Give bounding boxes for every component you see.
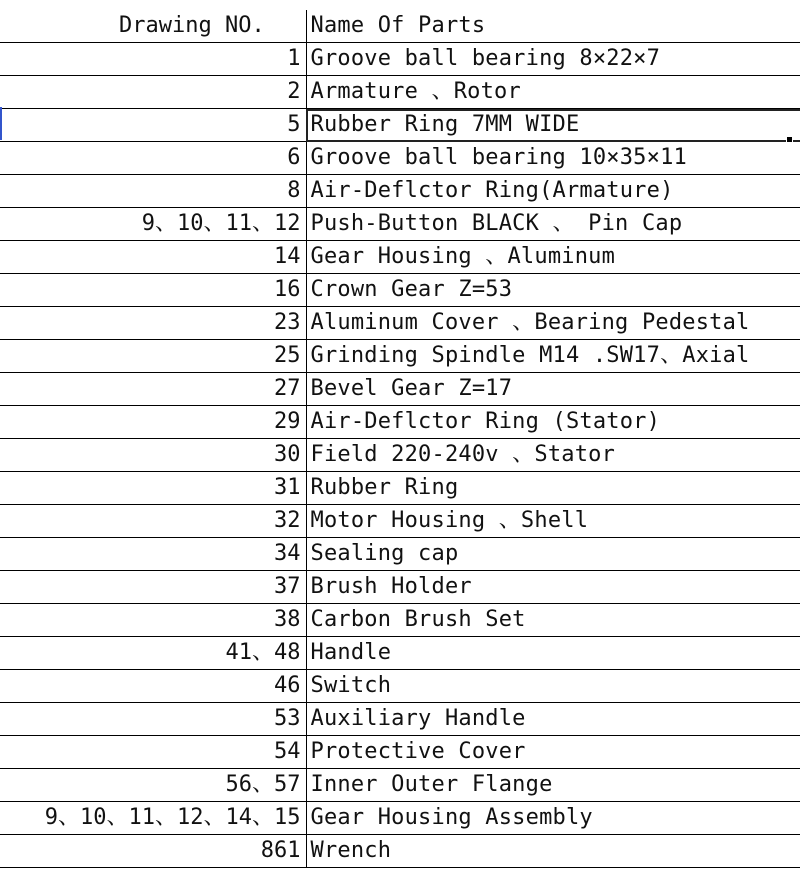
table-row xyxy=(0,835,800,868)
table-row xyxy=(0,406,800,439)
drawing-no-cell[interactable]: 56、57 xyxy=(0,769,306,802)
drawing-no-cell[interactable]: 46 xyxy=(0,670,306,703)
drawing-no-cell[interactable]: 38 xyxy=(0,604,306,637)
part-name-cell[interactable]: Crown Gear Z=53 xyxy=(306,274,800,307)
table-row xyxy=(0,109,800,142)
drawing-no-cell[interactable]: 14 xyxy=(0,241,306,274)
part-name-cell[interactable]: Grinding Spindle M14 .SW17、Axial xyxy=(306,340,800,373)
table-row xyxy=(0,571,800,604)
table-row xyxy=(0,340,800,373)
part-name-cell[interactable]: Gear Housing Assembly xyxy=(306,802,800,835)
drawing-no-cell[interactable]: 8 xyxy=(0,175,306,208)
table-row xyxy=(0,538,800,571)
drawing-no-cell[interactable]: 32 xyxy=(0,505,306,538)
table-row xyxy=(0,175,800,208)
drawing-no-cell[interactable]: 37 xyxy=(0,571,306,604)
part-name-cell[interactable]: Inner Outer Flange xyxy=(306,769,800,802)
part-name-cell[interactable]: Aluminum Cover 、Bearing Pedestal xyxy=(306,307,800,340)
part-name-cell[interactable]: Carbon Brush Set xyxy=(306,604,800,637)
part-name-cell[interactable]: Handle xyxy=(306,637,800,670)
drawing-no-cell[interactable]: 9、10、11、12 xyxy=(0,208,306,241)
table-row xyxy=(0,373,800,406)
table-row xyxy=(0,76,800,109)
part-name-cell[interactable]: Bevel Gear Z=17 xyxy=(306,373,800,406)
table-row xyxy=(0,736,800,769)
drawing-no-cell[interactable]: 53 xyxy=(0,703,306,736)
drawing-no-cell[interactable]: 54 xyxy=(0,736,306,769)
drawing-no-cell[interactable]: 25 xyxy=(0,340,306,373)
parts-table xyxy=(0,10,800,868)
part-name-cell[interactable]: Auxiliary Handle xyxy=(306,703,800,736)
part-name-cell[interactable]: Rubber Ring 7MM WIDE xyxy=(306,109,800,142)
drawing-no-cell[interactable]: 30 xyxy=(0,439,306,472)
drawing-no-cell[interactable]: 16 xyxy=(0,274,306,307)
drawing-no-cell[interactable]: 27 xyxy=(0,373,306,406)
part-name-cell[interactable]: Wrench xyxy=(306,835,800,868)
part-name-cell[interactable]: Groove ball bearing 10×35×11 xyxy=(306,142,800,175)
part-name-cell[interactable]: Brush Holder xyxy=(306,571,800,604)
part-name-cell[interactable]: Groove ball bearing 8×22×7 xyxy=(306,43,800,76)
drawing-no-cell[interactable]: 34 xyxy=(0,538,306,571)
part-name-cell[interactable]: Air-Deflctor Ring (Stator) xyxy=(306,406,800,439)
table-row xyxy=(0,241,800,274)
table-row xyxy=(0,43,800,76)
table-row xyxy=(0,142,800,175)
table-row xyxy=(0,472,800,505)
drawing-no-cell[interactable]: 41、48 xyxy=(0,637,306,670)
part-name-cell[interactable]: Rubber Ring xyxy=(306,472,800,505)
part-name-cell[interactable]: Protective Cover xyxy=(306,736,800,769)
drawing-no-cell[interactable]: 9、10、11、12、14、15 xyxy=(0,802,306,835)
table-row xyxy=(0,802,800,835)
table-row xyxy=(0,703,800,736)
drawing-no-cell[interactable]: 23 xyxy=(0,307,306,340)
header-drawing-no[interactable]: Drawing NO. xyxy=(0,10,306,43)
table-row xyxy=(0,604,800,637)
header-name-of-parts[interactable]: Name Of Parts xyxy=(306,10,800,43)
active-row-indicator xyxy=(0,107,2,140)
part-name-cell[interactable]: Sealing cap xyxy=(306,538,800,571)
drawing-no-cell[interactable]: 861 xyxy=(0,835,306,868)
table-row xyxy=(0,769,800,802)
part-name-cell[interactable]: Armature 、Rotor xyxy=(306,76,800,109)
drawing-no-cell[interactable]: 29 xyxy=(0,406,306,439)
table-row xyxy=(0,439,800,472)
table-row xyxy=(0,670,800,703)
drawing-no-cell[interactable]: 5 xyxy=(0,109,306,142)
part-name-cell[interactable]: Air-Deflctor Ring(Armature) xyxy=(306,175,800,208)
drawing-no-cell[interactable]: 6 xyxy=(0,142,306,175)
table-row xyxy=(0,274,800,307)
part-name-cell[interactable]: Field 220-240v 、Stator xyxy=(306,439,800,472)
header-row xyxy=(0,10,800,43)
selection-fill-handle[interactable] xyxy=(786,136,793,143)
drawing-no-cell[interactable]: 2 xyxy=(0,76,306,109)
table-row xyxy=(0,307,800,340)
part-name-cell[interactable]: Motor Housing 、Shell xyxy=(306,505,800,538)
part-name-cell[interactable]: Switch xyxy=(306,670,800,703)
table-row xyxy=(0,637,800,670)
part-name-cell[interactable]: Push-Button BLACK 、 Pin Cap xyxy=(306,208,800,241)
table-row xyxy=(0,208,800,241)
drawing-no-cell[interactable]: 1 xyxy=(0,43,306,76)
table-row xyxy=(0,505,800,538)
part-name-cell[interactable]: Gear Housing 、Aluminum xyxy=(306,241,800,274)
drawing-no-cell[interactable]: 31 xyxy=(0,472,306,505)
